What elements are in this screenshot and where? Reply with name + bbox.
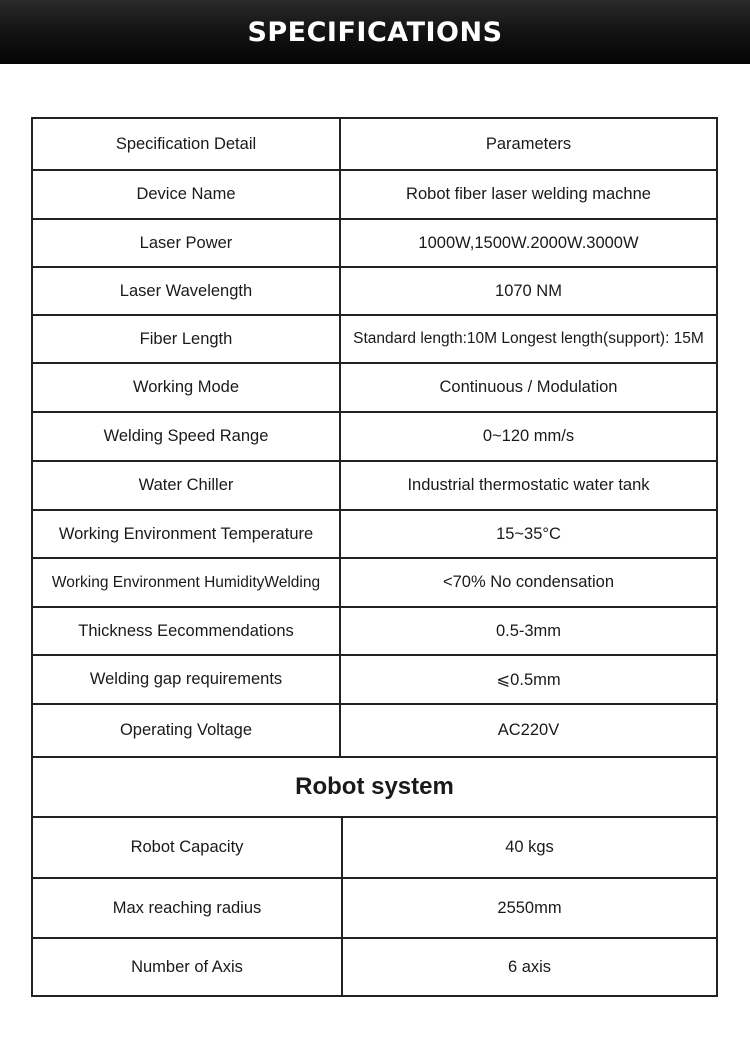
header-label-cell: Specification Detail	[33, 119, 341, 169]
table-row	[33, 511, 716, 559]
table-row	[33, 268, 716, 316]
spec-label: Thickness Eecommendations	[33, 608, 341, 654]
spec-label: Laser Wavelength	[33, 268, 341, 314]
robot-system-heading: Robot system	[33, 758, 716, 818]
spec-label: Welding gap requirements	[33, 656, 341, 703]
table-row	[33, 171, 716, 220]
spec-value: 15~35°C	[496, 524, 561, 543]
spec-value: 0~120 mm/s	[482, 427, 575, 445]
table-row	[33, 705, 716, 758]
spec-value: AC220V	[497, 721, 560, 739]
spec-label: Operating Voltage	[33, 705, 341, 756]
table-row	[33, 364, 716, 413]
specifications-banner	[0, 0, 750, 64]
spec-label: Working Environment HumidityWelding	[33, 559, 341, 606]
table-row	[33, 559, 716, 608]
spec-value: 2550mm	[497, 898, 562, 917]
spec-value: 1070 NM	[495, 281, 562, 300]
spec-label: Water Chiller	[33, 462, 341, 509]
table-row	[33, 879, 716, 939]
spec-value: ⩽0.5mm	[496, 670, 561, 689]
spec-label: Welding Speed Range	[33, 413, 341, 460]
page-title: SPECIFICATIONS	[247, 16, 503, 48]
table-row	[33, 939, 716, 995]
spec-value: 0.5-3mm	[495, 621, 562, 640]
table-row	[33, 220, 716, 268]
spec-value: 6 axis	[507, 957, 552, 976]
table-row	[33, 462, 716, 511]
table-row	[33, 316, 716, 364]
spec-table	[31, 117, 718, 997]
spec-label: Working Environment Temperature	[33, 511, 341, 557]
header-value-cell: Parameters	[485, 134, 572, 153]
spec-label: Fiber Length	[33, 316, 341, 362]
spec-label: Laser Power	[33, 220, 341, 266]
spec-value: Industrial thermostatic water tank	[407, 476, 650, 494]
table-row	[33, 818, 716, 879]
table-header-row	[33, 119, 716, 171]
spec-label: Number of Axis	[33, 939, 343, 995]
spec-label: Max reaching radius	[33, 879, 343, 937]
spec-value: <70% No condensation	[442, 573, 615, 591]
spec-label: Device Name	[33, 171, 341, 218]
spec-value: Continuous / Modulation	[439, 378, 618, 396]
spec-value: 1000W,1500W.2000W.3000W	[418, 233, 639, 252]
spec-label: Working Mode	[33, 364, 341, 411]
table-row	[33, 656, 716, 705]
table-row	[33, 413, 716, 462]
spec-value: Robot fiber laser welding machne	[406, 185, 651, 203]
spec-value: Standard length:10M Longest length(support): 15M	[353, 330, 704, 347]
table-row	[33, 608, 716, 656]
spec-label: Robot Capacity	[33, 818, 343, 877]
spec-value: 40 kgs	[505, 838, 554, 856]
